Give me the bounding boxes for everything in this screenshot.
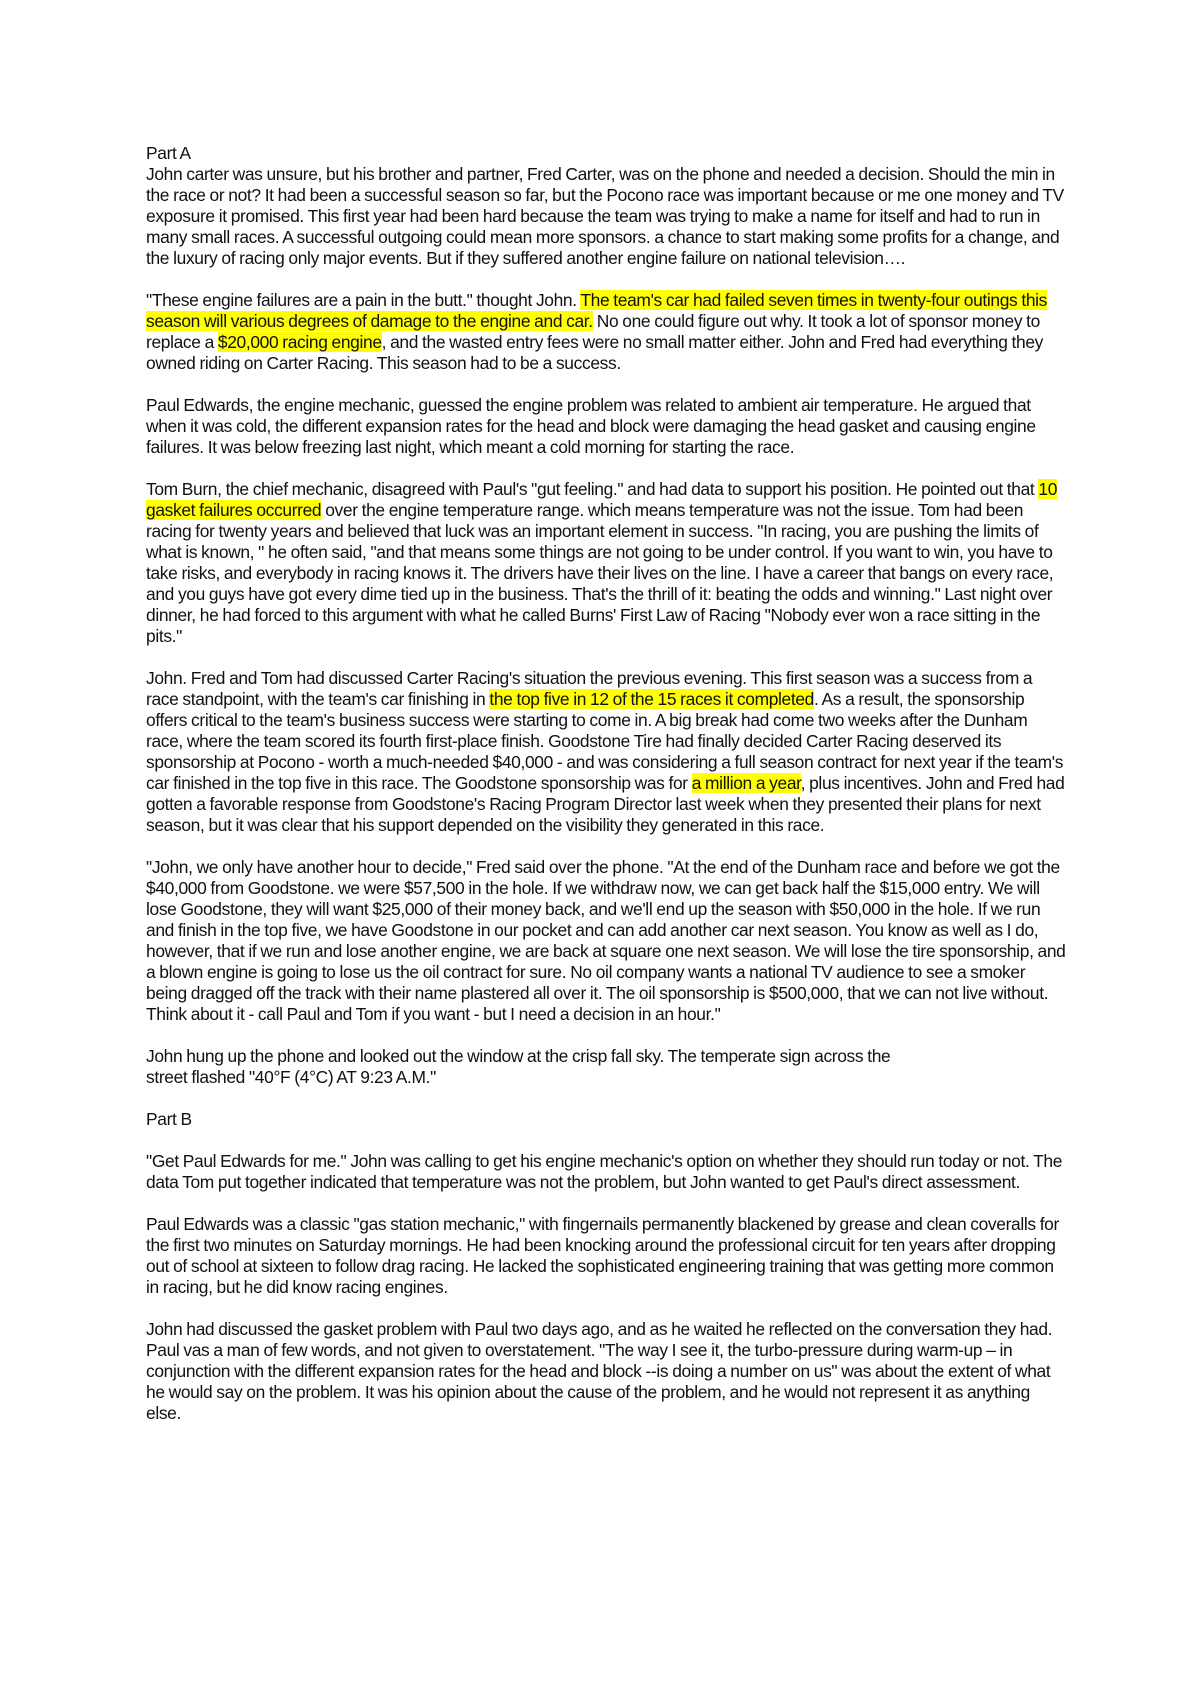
text-span: Tom Burn, the chief mechanic, disagreed with Paul's "gut feeling." and had data to support his position. He pointed out that — [146, 479, 1039, 499]
paragraph-5 — [146, 668, 1066, 836]
highlight-engine-failures: The team's car had failed seven times in twenty-four outings this season will various degrees of damage to the engine and car. — [146, 290, 1048, 331]
text-span: , plus incentives. John and Fred had gotten a favorable response from Goodstone's Racing Program Director last week when they presented their plans for next season, but it was clear that his support depended on the visibility they generated in this race. — [146, 773, 1065, 835]
paragraph-9: Paul Edwards was a classic "gas station mechanic," with fingernails permanently blackened by grease and clean coveralls for the first two minutes on Saturday mornings. He had been knocking around the professional circuit for ten years after dropping out of school at sixteen to follow drag racing. He lacked the sophisticated engineering training that was getting more common in racing, but he did know racing engines. — [146, 1214, 1059, 1297]
paragraph-1: John carter was unsure, but his brother and partner, Fred Carter, was on the phone and needed a decision. Should the min in the race or not? It had been a successful season so far, but the Pocono race was important because or me one money and TV exposure it promised. This first year had been hard because the team was trying to make a name for itself and had to run in many small races. A successful outgoing could mean more sponsors. a chance to start making some profits for a change, and the luxury of racing only major events. But if they suffered another engine failure on national television…. — [146, 164, 1064, 268]
highlight-million-a-year: a million a year — [691, 773, 801, 793]
text-span: No one could figure out why. It took a lot of sponsor money to replace a — [146, 311, 1040, 352]
highlight-engine-cost: $20,000 racing engine — [217, 332, 382, 352]
text-span: , and the wasted entry fees were no small matter either. John and Fred had everything they owned riding on Carter Racing. This season had to be a success. — [146, 332, 1043, 373]
paragraph-3: Paul Edwards, the engine mechanic, guessed the engine problem was related to ambient air temperature. He argued that when it was cold, the different expansion rates for the head and block were damaging the head gasket and causing engine failures. It was below freezing last night, which meant a cold morning for starting the race. — [146, 395, 1036, 457]
part-a-heading: Part A — [146, 143, 191, 163]
paragraph-7 — [146, 1046, 1066, 1088]
highlight-top-five: the top five in 12 of the 15 races it completed — [489, 689, 814, 709]
highlight-gasket-failures: 10 gasket failures occurred — [146, 479, 1058, 520]
paragraph-2 — [146, 290, 1066, 374]
text-line: John hung up the phone and looked out the window at the crisp fall sky. The temperate sign across the — [146, 1046, 891, 1066]
text-span: . As a result, the sponsorship offers critical to the team's business success were starting to come in. A big break had come two weeks after the Dunham race, where the team scored its fourth first-place finish. Goodstone Tire had finally decided Carter Racing deserved its sponsorship at Pocono - worth a much-needed $40,000 - and was considering a full season contract for next year if the team's car finished in the top five in this race. The Goodstone sponsorship was for — [146, 689, 1064, 793]
paragraph-4 — [146, 479, 1066, 647]
part-b-heading: Part B — [146, 1109, 192, 1129]
document-page — [146, 143, 1066, 1445]
text-span: John. Fred and Tom had discussed Carter Racing's situation the previous evening. This first season was a success from a race standpoint, with the team's car finishing in — [146, 668, 1033, 709]
text-line: street flashed "40°F (4°C) AT 9:23 A.M." — [146, 1067, 436, 1087]
paragraph-10: John had discussed the gasket problem with Paul two days ago, and as he waited he reflected on the conversation they had. Paul vas a man of few words, and not given to overstatement. "The way I see it, the turbo-pressure during warm-up – in conjunction with the different expansion rates for the head and block --is doing a number on us" was about the extent of what he would say on the problem. It was his opinion about the cause of the problem, and he would not represent it as anything else. — [146, 1319, 1053, 1423]
paragraph-6: "John, we only have another hour to decide," Fred said over the phone. "At the end of the Dunham race and before we got the $40,000 from Goodstone. we were $57,500 in the hole. If we withdraw now, we can get back half the $15,000 entry. We will lose Goodstone, they will want $25,000 of their money back, and we'll end up the season with $50,000 in the hole. If we run and finish in the top five, we have Goodstone in our pocket and can add another car next season. You know as well as I do, however, that if we run and lose another engine, we are back at square one next season. We will lose the tire sponsorship, and a blown engine is going to lose us the oil contract for sure. No oil company wants a national TV audience to see a smoker being dragged off the track with their name plastered all over it. The oil sponsorship is $500,000, that we can not live without. Think about it - call Paul and Tom if you want - but I need a decision in an hour." — [146, 857, 1066, 1024]
paragraph-8: "Get Paul Edwards for me." John was calling to get his engine mechanic's option on whether they should run today or not. The data Tom put together indicated that temperature was not the problem, but John wanted to get Paul's direct assessment. — [146, 1151, 1063, 1192]
text-span: over the engine temperature range. which means temperature was not the issue. Tom had been racing for twenty years and believed that luck was an important element in success. "In racing, you are pushing the limits of what is known, " he often said, "and that means some things are not going to be under control. If you want to win, you have to take risks, and everybody in racing knows it. The drivers have their lives on the line. I have a career that bangs on every race, and you guys have got every dime tied up in the business. That's the thrill of it: beating the odds and winning." Last night over dinner, he had forced to this argument with what he called Burns' First Law of Racing "Nobody ever won a race sitting in the pits." — [146, 500, 1054, 646]
text-span: "These engine failures are a pain in the butt." thought John. — [146, 290, 581, 310]
